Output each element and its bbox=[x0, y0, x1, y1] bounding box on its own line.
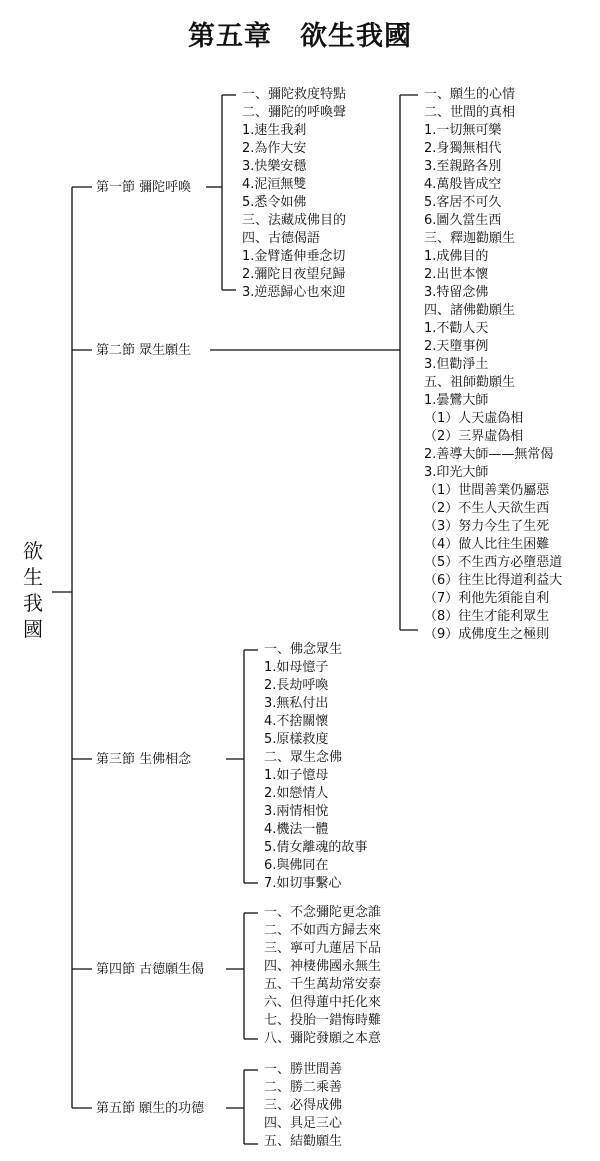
list-item: 三、必得成佛 bbox=[264, 1098, 343, 1113]
list-item: 2.出世本懷 bbox=[424, 267, 489, 282]
list-item: 四、古德偈語 bbox=[242, 231, 321, 246]
list-item: 3.特留念佛 bbox=[424, 285, 489, 300]
list-item: 2.為作大安 bbox=[242, 141, 307, 156]
list-item: 3.至親路各別 bbox=[424, 159, 502, 174]
list-item: 5.原樣救度 bbox=[264, 732, 329, 747]
list-item: 一、佛念眾生 bbox=[264, 642, 343, 657]
section-3-items bbox=[264, 641, 367, 893]
section-1-label: 第一節 彌陀呼喚 bbox=[96, 180, 192, 195]
list-item: 2.身獨無相代 bbox=[424, 141, 502, 156]
root-char: 國 bbox=[23, 617, 43, 641]
list-item: （4）做人比往生困難 bbox=[424, 537, 550, 552]
list-item: 六、但得蓮中托化來 bbox=[264, 995, 382, 1010]
root-char: 欲 bbox=[23, 539, 43, 563]
section-2-label: 第二節 眾生願生 bbox=[96, 343, 192, 358]
list-item: 五、千生萬劫常安泰 bbox=[264, 977, 382, 992]
list-item: 4.萬般皆成空 bbox=[424, 177, 502, 192]
list-item: 4.泥洹無雙 bbox=[242, 177, 307, 192]
section-3-label: 第三節 生佛相念 bbox=[96, 752, 192, 767]
list-item: 3.快樂安穩 bbox=[242, 159, 307, 174]
list-item: 3.逆惡歸心也來迎 bbox=[242, 285, 346, 300]
list-item: 二、世間的真相 bbox=[424, 105, 516, 120]
list-item: 2.彌陀日夜望兒歸 bbox=[242, 267, 346, 282]
list-item: 3.無私付出 bbox=[264, 696, 329, 711]
list-item: 1.曇鸞大師 bbox=[424, 393, 489, 408]
list-item: 2.長劫呼喚 bbox=[264, 678, 329, 693]
list-item: 二、眾生念佛 bbox=[264, 750, 343, 765]
list-item: 一、不念彌陀更念誰 bbox=[264, 905, 382, 920]
list-item: 1.如母憶子 bbox=[264, 660, 329, 675]
list-item: （2）三界虛偽相 bbox=[424, 429, 524, 444]
list-item: 二、勝二乘善 bbox=[264, 1080, 343, 1095]
list-item: （5）不生西方必墮惡道 bbox=[424, 555, 563, 570]
list-item: 四、具足三心 bbox=[264, 1116, 343, 1131]
list-item: 2.如戀情人 bbox=[264, 786, 329, 801]
section-4-items bbox=[264, 904, 381, 1048]
list-item: 三、釋迦勸願生 bbox=[424, 231, 516, 246]
section-1-items bbox=[242, 86, 346, 302]
list-item: 一、彌陀救度特點 bbox=[242, 87, 347, 102]
list-item: 二、彌陀的呼喚聲 bbox=[242, 105, 347, 120]
list-item: 1.成佛目的 bbox=[424, 249, 489, 264]
list-item: 三、法藏成佛目的 bbox=[242, 213, 347, 228]
list-item: 1.金臂遙伸垂念切 bbox=[242, 249, 346, 264]
list-item: 1.如子憶母 bbox=[264, 768, 329, 783]
list-item: 一、勝世間善 bbox=[264, 1062, 343, 1077]
list-item: 4.機法一體 bbox=[264, 822, 329, 837]
list-item: （3）努力今生了生死 bbox=[424, 519, 550, 534]
list-item: （1）世間善業仍屬惡 bbox=[424, 483, 550, 498]
list-item: 4.不捨關懷 bbox=[264, 714, 329, 729]
chapter-title: 第五章 欲生我國 bbox=[188, 21, 412, 52]
list-item: 七、投胎一錯悔時難 bbox=[264, 1013, 382, 1028]
list-item: 3.兩情相悅 bbox=[264, 804, 329, 819]
list-item: 6.圖久當生西 bbox=[424, 213, 502, 228]
list-item: 三、寧可九蓮居下品 bbox=[264, 941, 382, 956]
list-item: 1.速生我剎 bbox=[242, 123, 307, 138]
list-item: 五、結勸願生 bbox=[264, 1134, 343, 1149]
root-char: 生 bbox=[23, 565, 43, 589]
section-5-label: 第五節 願生的功德 bbox=[96, 1101, 205, 1116]
list-item: （8）往生才能利眾生 bbox=[424, 609, 550, 624]
list-item: （6）往生比得道利益大 bbox=[424, 573, 563, 588]
list-item: 五、祖師勸願生 bbox=[424, 375, 516, 390]
list-item: 四、神棲佛國永無生 bbox=[264, 959, 382, 974]
root-char: 我 bbox=[23, 591, 43, 615]
list-item: 四、諸佛勸願生 bbox=[424, 303, 516, 318]
list-item: 1.一切無可樂 bbox=[424, 123, 502, 138]
list-item: 3.印光大師 bbox=[424, 465, 489, 480]
list-item: 5.悉令如佛 bbox=[242, 195, 307, 210]
section-2-items bbox=[424, 86, 562, 644]
list-item: 一、願生的心情 bbox=[424, 87, 516, 102]
section-5-items bbox=[264, 1061, 342, 1151]
list-item: （9）成佛度生之極則 bbox=[424, 627, 550, 642]
list-item: 5.倩女離魂的故事 bbox=[264, 840, 368, 855]
list-item: 5.客居不可久 bbox=[424, 195, 502, 210]
list-item: （1）人天虛偽相 bbox=[424, 411, 524, 426]
list-item: （2）不生人天欲生西 bbox=[424, 501, 550, 516]
list-item: 7.如切事繫心 bbox=[264, 876, 342, 891]
list-item: 二、不如西方歸去來 bbox=[264, 923, 382, 938]
list-item: 6.與佛同在 bbox=[264, 858, 329, 873]
list-item: 2.天墮事例 bbox=[424, 339, 489, 354]
section-4-label: 第四節 古德願生偈 bbox=[96, 962, 205, 977]
list-item: 3.但勸淨土 bbox=[424, 357, 489, 372]
list-item: 八、彌陀發願之本意 bbox=[264, 1031, 382, 1046]
list-item: （7）利他先須能自利 bbox=[424, 591, 550, 606]
list-item: 1.不勸人天 bbox=[424, 321, 489, 336]
list-item: 2.善導大師——無常偈 bbox=[424, 447, 554, 462]
